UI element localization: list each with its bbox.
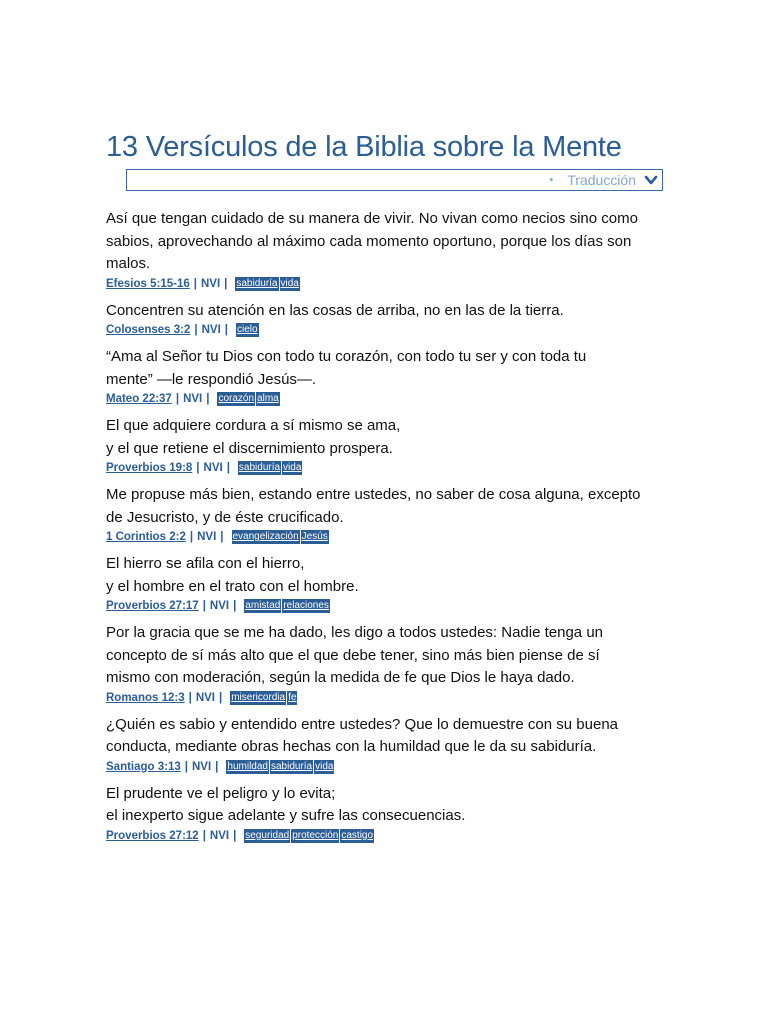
separator: | bbox=[233, 829, 237, 842]
topic-tag[interactable]: evangelización bbox=[232, 531, 299, 542]
topic-tag[interactable]: protección bbox=[292, 829, 339, 841]
verse-item bbox=[106, 714, 666, 775]
topic-tag[interactable]: alma bbox=[257, 393, 279, 404]
verse-text: ¿Quién es sabio y entendido entre ustedes? Que lo demuestre con su buena conducta, mediante obras hechas con la humildad que le da su sabiduría. bbox=[106, 715, 618, 755]
topic-tag[interactable]: sabiduría bbox=[238, 462, 281, 473]
bible-version: NVI bbox=[209, 600, 230, 612]
topic-tag[interactable]: castigo bbox=[341, 829, 374, 841]
topic-tag[interactable]: sabiduría bbox=[236, 277, 278, 289]
tag-list bbox=[236, 323, 259, 337]
topic-tag[interactable]: vida bbox=[280, 277, 299, 289]
tag-list bbox=[230, 691, 297, 705]
verse-text: Por la gracia que se me ha dado, les digo a todos ustedes: Nadie tenga un concepto de sí más alto que el que debe tener, sino más bien piense de sí mismo con moderación, según la medida de fe que Dios le haya dado. bbox=[106, 624, 603, 686]
separator: | bbox=[233, 600, 237, 612]
topic-tag[interactable]: cielo bbox=[236, 324, 258, 335]
translation-bullet: • bbox=[549, 174, 554, 186]
verse-reference-link[interactable]: Colosenses 3:2 bbox=[106, 324, 191, 336]
tag-list bbox=[238, 461, 303, 475]
separator: | bbox=[184, 760, 188, 773]
separator: | bbox=[206, 393, 210, 405]
tag-list bbox=[232, 530, 329, 544]
topic-tag[interactable]: corazón bbox=[218, 393, 255, 404]
topic-tag[interactable]: humildad bbox=[227, 760, 268, 772]
chevron-down-icon[interactable] bbox=[644, 173, 658, 187]
verse-meta bbox=[106, 828, 666, 844]
tag-list bbox=[244, 599, 330, 613]
page-title: 13 Versículos de la Biblia sobre la Mente bbox=[106, 131, 622, 164]
verse-text: Me propuse más bien, estando entre ustedes, no saber de cosa alguna, excepto de Jesucristo, y de éste crucificado. bbox=[106, 486, 641, 526]
bible-version: NVI bbox=[200, 277, 221, 290]
verse-text: El que adquiere cordura a sí mismo se ama, y el que retiene el discernimiento prospera. bbox=[106, 417, 401, 457]
bible-version: NVI bbox=[197, 531, 217, 543]
verse-item bbox=[106, 415, 666, 476]
separator: | bbox=[175, 393, 180, 405]
tag-list bbox=[235, 277, 300, 291]
separator: | bbox=[219, 691, 223, 704]
separator: | bbox=[224, 277, 228, 290]
verse-reference-link[interactable]: Santiago 3:13 bbox=[106, 760, 181, 773]
separator: | bbox=[224, 324, 228, 336]
verse-meta bbox=[106, 276, 666, 292]
separator: | bbox=[226, 462, 230, 474]
topic-tag[interactable]: seguridad bbox=[245, 829, 290, 841]
topic-tag[interactable]: vida bbox=[283, 462, 302, 473]
verse-text: Así que tengan cuidado de su manera de vivir. No vivan como necios sino como sabios, aprovechando al máximo cada momento oportuno, porque los días son malos. bbox=[106, 210, 638, 272]
verse-item bbox=[106, 783, 666, 844]
verse-item bbox=[106, 622, 666, 706]
verse-reference-link[interactable]: Proverbios 27:12 bbox=[106, 829, 199, 842]
verse-item bbox=[106, 484, 666, 545]
tag-list bbox=[244, 829, 374, 843]
verse-list bbox=[106, 208, 666, 852]
verse-text: El hierro se afila con el hierro, y el hombre en el trato con el hombre. bbox=[106, 555, 359, 595]
verse-meta bbox=[106, 759, 666, 775]
tag-list bbox=[217, 392, 279, 406]
verse-meta bbox=[106, 690, 666, 706]
bible-version: NVI bbox=[201, 324, 221, 336]
tag-list bbox=[226, 760, 334, 774]
bible-version: NVI bbox=[195, 691, 215, 704]
topic-tag[interactable]: fe bbox=[288, 691, 297, 703]
separator: | bbox=[220, 531, 224, 543]
topic-tag[interactable]: relaciones bbox=[283, 600, 329, 611]
topic-tag[interactable]: sabiduría bbox=[270, 760, 313, 772]
separator: | bbox=[188, 691, 192, 704]
verse-reference-link[interactable]: Proverbios 19:8 bbox=[106, 462, 193, 474]
verse-reference-link[interactable]: Romanos 12:3 bbox=[106, 691, 185, 704]
verse-meta bbox=[106, 391, 666, 407]
verse-item bbox=[106, 346, 666, 407]
verse-item bbox=[106, 553, 666, 614]
separator: | bbox=[196, 462, 200, 474]
separator: | bbox=[189, 531, 194, 543]
separator: | bbox=[194, 324, 198, 336]
translation-selector[interactable] bbox=[126, 169, 663, 191]
separator: | bbox=[202, 829, 206, 842]
separator: | bbox=[202, 600, 206, 612]
separator: | bbox=[215, 760, 219, 773]
verse-text: “Ama al Señor tu Dios con todo tu corazón, con todo tu ser y con toda tu mente” —le respondió Jesús—. bbox=[106, 348, 587, 388]
bible-version: NVI bbox=[192, 760, 212, 773]
translation-label: Traducción bbox=[567, 172, 636, 188]
separator: | bbox=[193, 277, 197, 290]
verse-reference-link[interactable]: 1 Corintios 2:2 bbox=[106, 531, 186, 543]
bible-version: NVI bbox=[183, 393, 203, 405]
verse-item bbox=[106, 208, 666, 292]
bible-version: NVI bbox=[209, 829, 230, 842]
topic-tag[interactable]: Jesús bbox=[301, 531, 328, 542]
topic-tag[interactable]: amistad bbox=[245, 600, 281, 611]
bible-version: NVI bbox=[203, 462, 223, 474]
topic-tag[interactable]: vida bbox=[315, 760, 334, 772]
verse-reference-link[interactable]: Mateo 22:37 bbox=[106, 393, 172, 405]
verse-text: Concentren su atención en las cosas de arriba, no en las de la tierra. bbox=[106, 301, 564, 319]
verse-item bbox=[106, 300, 666, 339]
verse-reference-link[interactable]: Efesios 5:15-16 bbox=[106, 277, 190, 290]
verse-reference-link[interactable]: Proverbios 27:17 bbox=[106, 600, 199, 612]
verse-meta bbox=[106, 598, 666, 614]
verse-meta bbox=[106, 322, 666, 338]
verse-text: El prudente ve el peligro y lo evita; el inexperto sigue adelante y sufre las consecuencias. bbox=[106, 784, 466, 824]
topic-tag[interactable]: misericordia bbox=[231, 691, 286, 703]
verse-meta bbox=[106, 529, 666, 545]
verse-meta bbox=[106, 460, 666, 476]
